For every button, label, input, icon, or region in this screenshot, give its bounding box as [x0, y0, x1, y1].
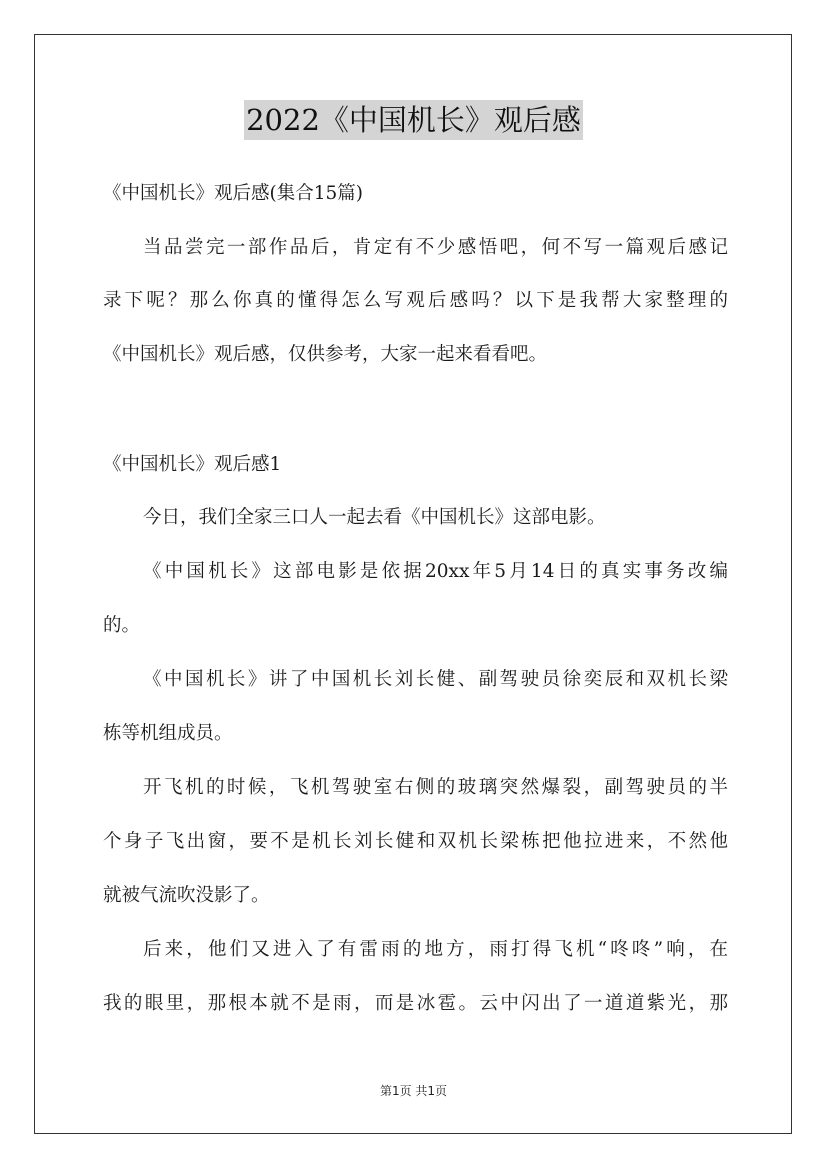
intro-line: 《中国机长》观后感，仅供参考，大家一起来看看吧。: [103, 344, 548, 365]
section-heading: 《中国机长》观后感1: [103, 454, 282, 475]
body-line: 后来，他们又进入了有雷雨的地方，雨打得飞机“咚咚”响，在: [143, 939, 728, 960]
body-line: 《中国机长》讲了中国机长刘长健、副驾驶员徐奕辰和双机长梁: [143, 669, 728, 690]
document-subtitle: 《中国机长》观后感(集合15篇): [103, 183, 363, 204]
document-title: 2022《中国机长》观后感: [244, 100, 583, 140]
body-line: 栋等机组成员。: [103, 723, 233, 744]
intro-line: 录下呢？那么你真的懂得怎么写观后感吗？以下是我帮大家整理的: [103, 290, 728, 311]
body-line: 个身子飞出窗，要不是机长刘长健和双机长梁栋把他拉进来，不然他: [103, 831, 728, 852]
title-container: [0, 100, 827, 140]
body-line: 就被气流吹没影了。: [103, 885, 270, 906]
body-line: 的。: [103, 615, 141, 636]
body-line: 《中国机长》这部电影是依据20xx年5月14日的真实事务改编: [143, 561, 728, 582]
page-footer: 第1页 共1页: [379, 1084, 448, 1098]
intro-line: 当品尝完一部作品后，肯定有不少感悟吧，何不写一篇观后感记: [143, 237, 728, 258]
body-line: 今日，我们全家三口人一起去看《中国机长》这部电影。: [143, 507, 606, 528]
body-line: 我的眼里，那根本就不是雨，而是冰雹。云中闪出了一道道紫光，那: [103, 993, 728, 1014]
body-line: 开飞机的时候，飞机驾驶室右侧的玻璃突然爆裂，副驾驶员的半: [143, 777, 728, 798]
